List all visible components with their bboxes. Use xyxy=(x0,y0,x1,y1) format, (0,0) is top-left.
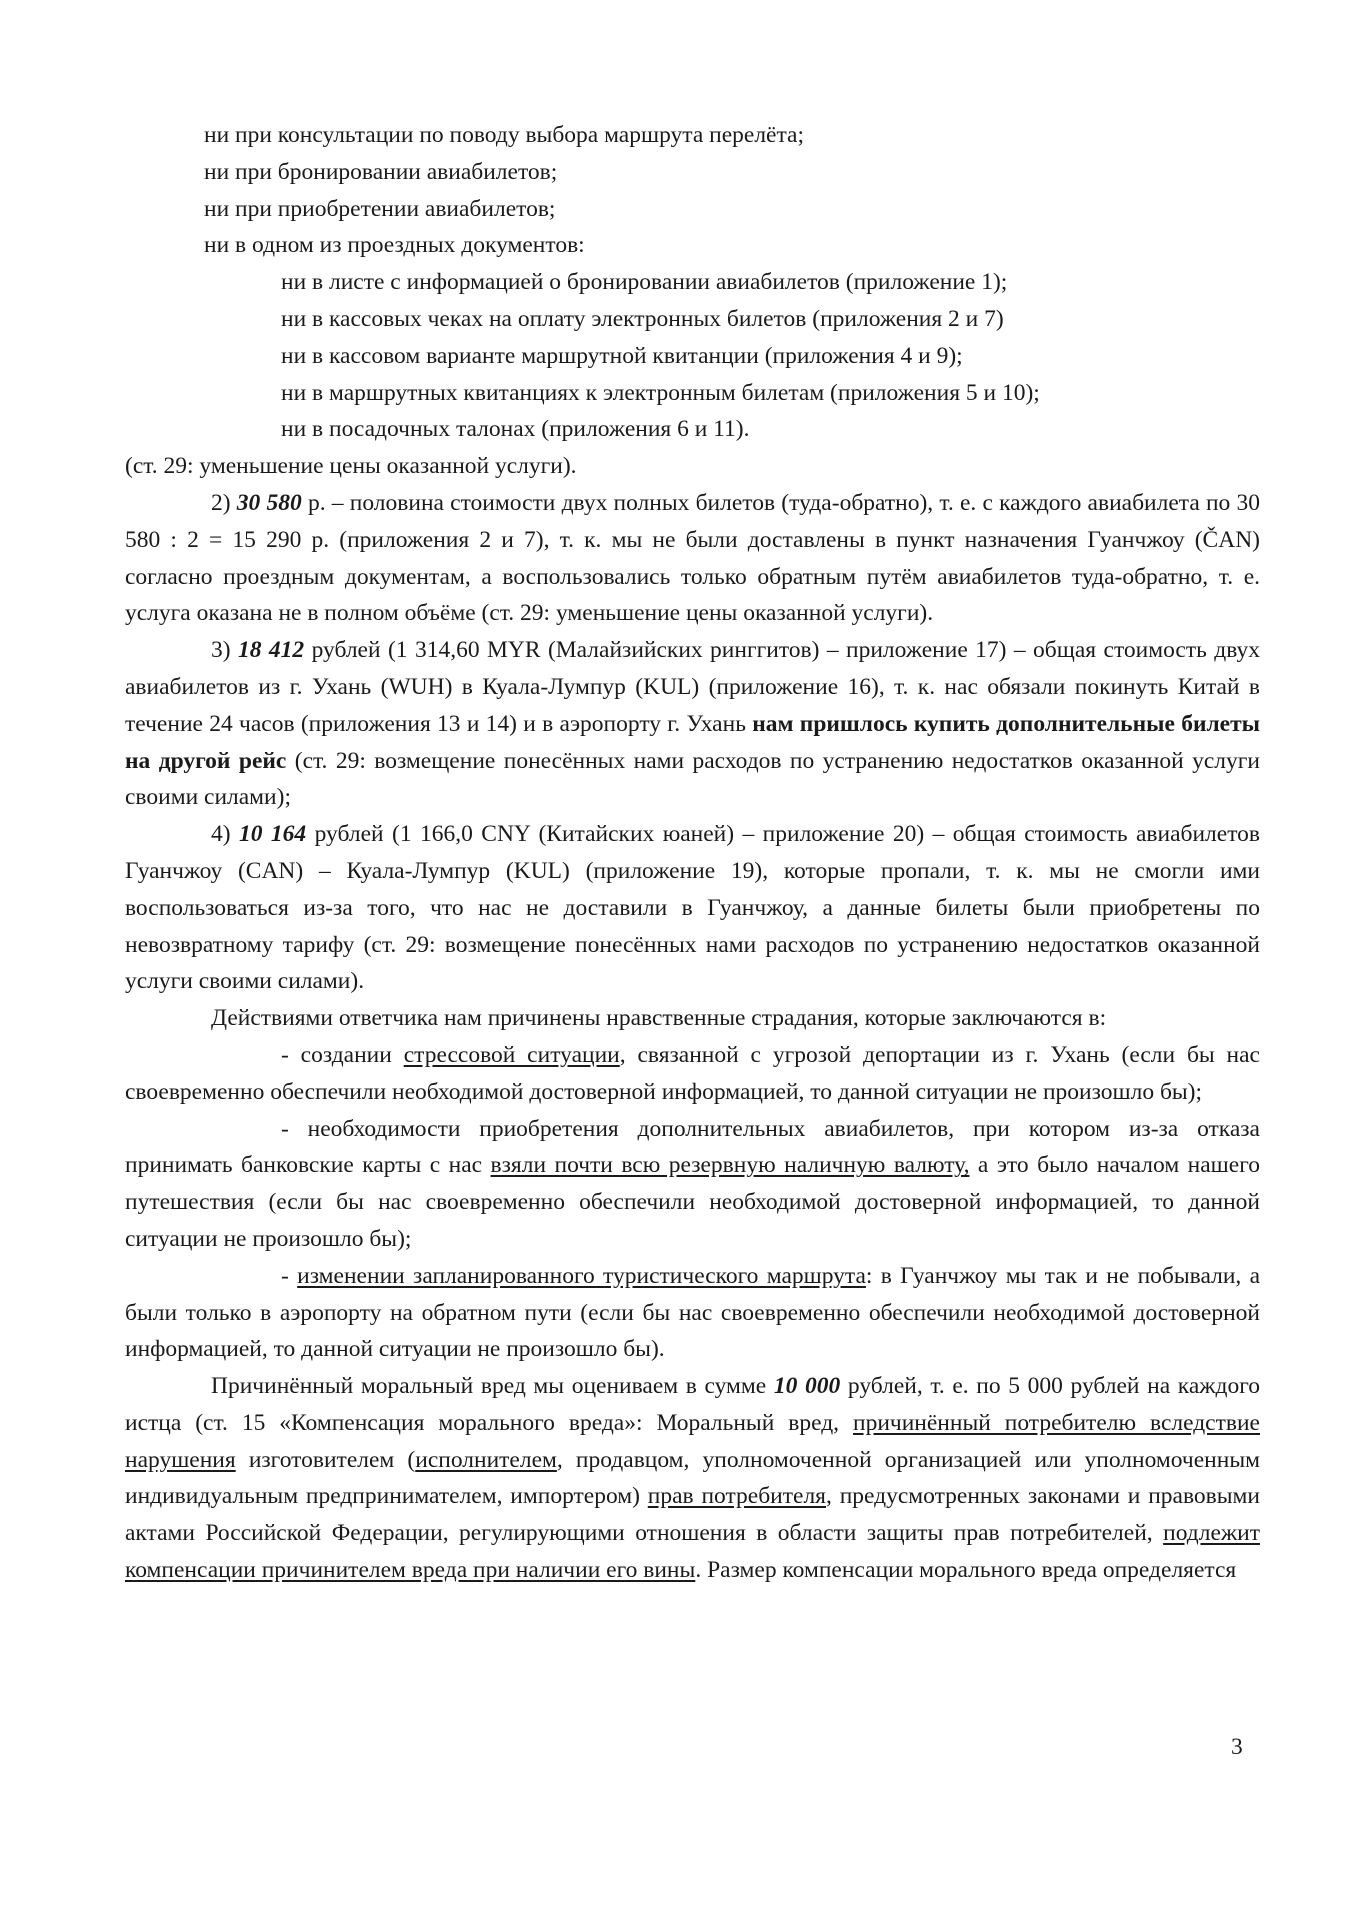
paragraph-item-2 xyxy=(125,485,1260,632)
moral-f: . Размер компенсации морального вреда определяется xyxy=(695,1557,1237,1584)
moral-c: изготовителем ( xyxy=(235,1446,416,1473)
moral-underlined-4: подлежит компенсации причинителем вреда при наличии его вины xyxy=(125,1520,1260,1584)
line-travel-documents: ни в одном из проездных документов: xyxy=(204,232,585,259)
paragraph-bullet-tickets xyxy=(125,1111,1260,1258)
line-consultation: ни при консультации по поводу выбора маршрута перелёта; xyxy=(204,122,804,148)
line-booking: ни при бронировании авиабилетов; xyxy=(204,158,558,185)
moral-a: Причинённый моральный вред мы оцениваем в сумме xyxy=(211,1373,774,1400)
bullet-2-a: - необходимости приобретения дополнительных авиабилетов, при котором из-за отказа принимать банковские карты с нас xyxy=(125,1115,1260,1179)
bullet-2-b: а это было началом нашего путешествия (если бы нас своевременно обеспечили необходимой достоверной информацией, то данной ситуации не произошло бы); xyxy=(125,1152,1260,1252)
line-cash-itinerary: ни в кассовом варианте маршрутной квитанции (приложения 4 и 9); xyxy=(281,342,963,369)
item-4-text: рублей (1 166,0 CNY (Китайских юаней) – приложение 20) – общая стоимость авиабилетов Гуанчжоу (CAN) – Куала-Лумпур (KUL) (приложение 19), которые пропали, т. к. мы не смогли ими воспользоваться из-за того, что нас не доставили в Гуанчжоу, а данные билеты были приобретены по невозвратному тарифу (ст. 29: возмещение понесённых нами расходов по устранению недостатков оказанной услуги своими силами). xyxy=(125,821,1261,995)
item-3-prefix: 3) xyxy=(211,637,238,664)
bullet-1-underlined: стрессовой ситуации xyxy=(403,1041,620,1068)
paragraph-item-3 xyxy=(125,632,1260,816)
moral-e: , предусмотренных законами и правовыми актами Российской Федерации, регулирующими отношения в области защиты прав потребителей, xyxy=(125,1483,1260,1547)
bullet-1-a: - создании xyxy=(281,1041,404,1068)
paragraph-item-4 xyxy=(125,816,1260,1000)
document-body xyxy=(125,117,1260,1589)
page-number: 3 xyxy=(1231,1734,1243,1760)
line-itinerary-receipts: ни в маршрутных квитанциях к электронным билетам (приложения 5 и 10); xyxy=(281,379,1040,406)
item-2-prefix: 2) xyxy=(211,489,237,516)
paragraph-bullet-stress xyxy=(125,1037,1260,1111)
item-2-text: р. – половина стоимости двух полных билетов (туда-обратно), т. е. с каждого авиабилета по 30 580 : 2 = 15 290 р. (приложения 2 и 7), т. к. мы не были доставлены в пункт назначения Гуанчжоу (ČAN) согласно проездным документам, а воспользовались только обратным путём авиабилетов туда-обратно, т. е. услуга оказана не в полном объёме (ст. 29: уменьшение цены оказанной услуги). xyxy=(125,489,1261,627)
item-3-bold: нам пришлось купить дополнительные билеты на другой рейс xyxy=(125,710,1261,774)
moral-underlined-1: причинённый потребителю вследствие нарушения xyxy=(125,1409,1260,1473)
item-4-amount: 10 164 xyxy=(239,821,307,848)
moral-underlined-3: прав потребителя xyxy=(647,1483,826,1510)
bullet-2-underlined: взяли почти всю резервную наличную валюту, xyxy=(490,1152,970,1179)
line-purchase: ни при приобретении авиабилетов; xyxy=(204,195,556,222)
moral-b: рублей, т. е. по 5 000 рублей на каждого истца (ст. 15 «Компенсация морального вреда»: Моральный вред, xyxy=(125,1373,1261,1436)
paragraph-damages-intro: Действиями ответчика нам причинены нравственные страдания, которые заключаются в: xyxy=(211,1005,1107,1032)
item-3-text-a: рублей (1 314,60 MYR (Малайзийских ринггитов) – приложение 17) – общая стоимость двух авиабилетов из г. Ухань (WUH) в Куала-Лумпур (KUL) (приложение 16), т. к. нас обязали покинуть Китай в течение 24 часов (приложения 13 и 14) и в аэропорту г. Ухань xyxy=(125,637,1261,737)
bullet-3-a: - xyxy=(281,1262,298,1289)
bullet-3-b: : в Гуанчжоу мы так и не побывали, а были только в аэропорту на обратном пути (если бы нас своевременно обеспечили необходимой достоверной информацией, то данной ситуации не произошло бы). xyxy=(125,1262,1261,1363)
item-2-amount: 30 580 xyxy=(236,489,302,516)
line-article-29: (ст. 29: уменьшение цены оказанной услуги). xyxy=(125,453,577,480)
line-booking-sheet: ни в листе с информацией о бронировании авиабилетов (приложение 1); xyxy=(281,269,1008,296)
line-boarding-passes: ни в посадочных талонах (приложения 6 и 11). xyxy=(281,416,750,443)
bullet-3-underlined: изменении запланированного туристического маршрута xyxy=(297,1262,866,1289)
moral-amount: 10 000 xyxy=(773,1373,841,1400)
item-3-text-b: (ст. 29: возмещение понесённых нами расходов по устранению недостатков оказанной услуги своими силами); xyxy=(125,747,1260,811)
paragraph-moral-damage xyxy=(125,1368,1260,1589)
moral-underlined-2: исполнителем xyxy=(415,1446,557,1473)
item-3-amount: 18 412 xyxy=(238,637,305,664)
paragraph-bullet-route xyxy=(125,1258,1260,1368)
item-4-prefix: 4) xyxy=(211,821,239,848)
bullet-1-b: , связанной с угрозой депортации из г. Ухань (если бы нас своевременно обеспечили необходимой достоверной информацией, то данной ситуации не произошло бы); xyxy=(125,1041,1260,1105)
line-receipts: ни в кассовых чеках на оплату электронных билетов (приложения 2 и 7) xyxy=(281,305,1004,332)
moral-d: , продавцом, уполномоченной организацией или уполномоченным индивидуальным предпринимателем, импортером) xyxy=(125,1446,1260,1510)
